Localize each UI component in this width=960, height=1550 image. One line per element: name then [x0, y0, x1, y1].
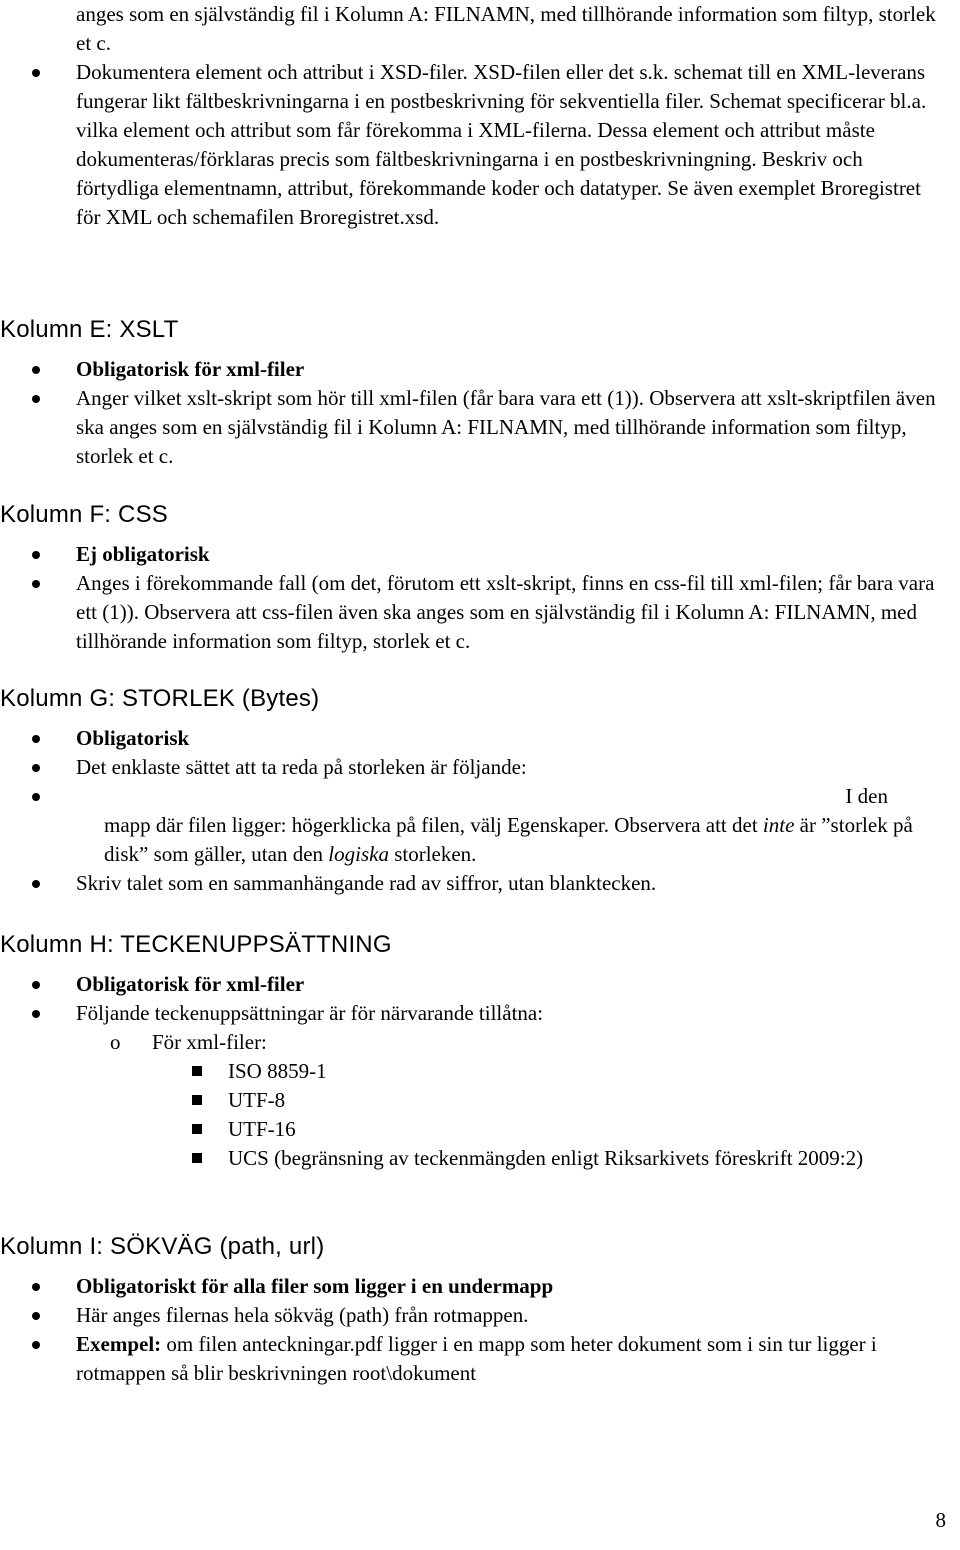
- required-bullet: Obligatorisk: [0, 724, 960, 753]
- step-bullet: I den mapp där filen ligger: högerklicka på filen, välj Egenskaper. Observera att det inte är ”storlek på disk” som gäller, utan den logiska storleken.: [0, 782, 960, 869]
- section-heading: Kolumn F: CSS: [0, 501, 168, 528]
- description-bullet: Anges i förekommande fall (om det, förutom ett xslt-skript, finns en css-fil till xml-filen; får bara vara ett (1)). Observera att css-filen även ska anges som en självständig fil i Kolumn A: FILNAMN, med tillhörande information som filtyp, storlek et c.: [0, 569, 960, 656]
- section-h: [0, 930, 960, 1173]
- required-bullet: Obligatorisk för xml-filer: [0, 355, 960, 384]
- section-heading: Kolumn H: TECKENUPPSÄTTNING: [0, 931, 392, 958]
- section-e: [0, 315, 960, 471]
- charset-item: ISO 8859-1: [0, 1057, 960, 1086]
- section-f: [0, 500, 960, 656]
- section-i: [0, 1232, 960, 1388]
- charset-item: UTF-8: [0, 1086, 960, 1115]
- section-g: [0, 684, 960, 898]
- section-heading: Kolumn I: SÖKVÄG (path, url): [0, 1233, 325, 1260]
- required-bullet: Obligatorisk för xml-filer: [0, 970, 960, 999]
- section-heading: Kolumn G: STORLEK (Bytes): [0, 685, 320, 712]
- description-bullet: Anger vilket xslt-skript som hör till xml-filen (får bara vara ett (1)). Observera att xslt-skriptfilen även ska anges som en självständig fil i Kolumn A: FILNAMN, med tillhörande information som filtyp, storlek et c.: [0, 384, 960, 471]
- top-block: [0, 0, 960, 232]
- required-bullet: Ej obligatorisk: [0, 540, 960, 569]
- page-number: 8: [935, 1508, 946, 1532]
- example-bullet: Exempel: om filen anteckningar.pdf ligger i en mapp som heter dokument som i sin tur ligger i rotmappen så blir beskrivningen root\dokument: [0, 1330, 960, 1388]
- xsd-bullet: Dokumentera element och attribut i XSD-filer. XSD-filen eller det s.k. schemat till en XML-leverans fungerar likt fältbeskrivningarna i en postbeskrivning för sekventiella filer. Schemat specificerar bl.a. vilka element och attribut som får förekomma i XML-filerna. Dessa element och attribut måste dokumenteras/förklaras precis som fältbeskrivningarna i en postbeskrivningning. Beskriv och förtydliga elementnamn, attribut, förekommande koder och datatyper. Se även exemplet Broregistret för XML och schemafilen Broregistret.xsd.: [0, 58, 960, 232]
- section-heading: Kolumn E: XSLT: [0, 316, 179, 343]
- format-bullet: Skriv talet som en sammanhängande rad av siffror, utan blanktecken.: [0, 869, 960, 898]
- continuation-text: anges som en självständig fil i Kolumn A: FILNAMN, med tillhörande information som filtyp, storlek et c.: [76, 2, 936, 55]
- description-bullet: Här anges filernas hela sökväg (path) från rotmappen.: [0, 1301, 960, 1330]
- required-bullet: Obligatoriskt för alla filer som ligger i en undermapp: [0, 1272, 960, 1301]
- intro-bullet: Följande teckenuppsättningar är för närvarande tillåtna:: [0, 999, 960, 1028]
- charset-item: UTF-16: [0, 1115, 960, 1144]
- charset-item: UCS (begränsning av teckenmängden enligt Riksarkivets föreskrift 2009:2): [0, 1144, 960, 1173]
- intro-bullet: Det enklaste sättet att ta reda på storleken är följande:: [0, 753, 960, 782]
- sub-list-item: o För xml-filer:: [0, 1028, 960, 1057]
